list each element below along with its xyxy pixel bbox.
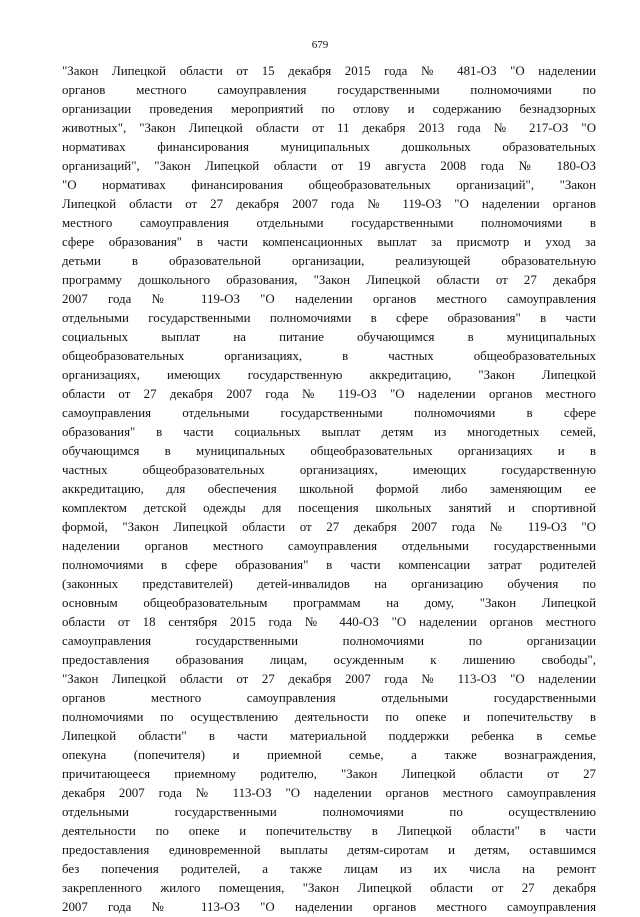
- text-line: 2007 года № 113-ОЗ "О наделении органов местного самоуправления: [62, 900, 596, 914]
- text-line: самоуправления отдельными государственными полномочиями в сфере: [62, 406, 596, 420]
- text-line: предоставления образования лицам, осужденным к лишению свободы",: [62, 653, 596, 667]
- text-line: частных общеобразовательных организациях, имеющих государственную: [62, 463, 596, 477]
- text-line: "О нормативах финансирования общеобразовательных организаций", "Закон: [62, 178, 596, 192]
- text-line: сфере образования" в части компенсационных выплат за присмотр и уход за: [62, 235, 596, 249]
- text-line: Липецкой области" в части материальной поддержки ребенка в семье: [62, 729, 596, 743]
- text-line: отдельными государственными полномочиями по осуществлению: [62, 805, 596, 819]
- text-line: организации проведения мероприятий по отлову и содержанию безнадзорных: [62, 102, 596, 116]
- text-line: (законных представителей) детей-инвалидов на организацию обучения по: [62, 577, 596, 591]
- page-number: 679: [311, 39, 329, 51]
- text-line: местного самоуправления отдельными государственными полномочиями в: [62, 216, 596, 230]
- text-line: "Закон Липецкой области от 15 декабря 2015 года № 481-ОЗ "О наделении: [62, 64, 596, 78]
- text-line: комплектом детской одежды для посещения школьных занятий и спортивной: [62, 501, 596, 515]
- text-line: без попечения родителей, а также лицам из их числа на ремонт: [62, 862, 596, 876]
- text-line: образования" в части социальных выплат детям из многодетных семей,: [62, 425, 596, 439]
- text-line: животных", "Закон Липецкой области от 11 декабря 2013 года № 217-ОЗ "О: [62, 121, 596, 135]
- text-line: самоуправления государственными полномочиями по организации: [62, 634, 596, 648]
- text-line: полномочиями по осуществлению деятельности по опеке и попечительству в: [62, 710, 596, 724]
- text-line: полномочиями в сфере образования" в части компенсации затрат родителей: [62, 558, 596, 572]
- text-line: нормативах финансирования муниципальных дошкольных образовательных: [62, 140, 596, 154]
- text-line: детьми в образовательной организации, реализующей образовательную: [62, 254, 596, 268]
- text-line: предоставления единовременной выплаты детям-сиротам и детям, оставшимся: [62, 843, 596, 857]
- text-line: основным общеобразовательным программам на дому, "Закон Липецкой: [62, 596, 596, 610]
- text-line: опекуна (попечителя) и приемной семье, а также вознаграждения,: [62, 748, 596, 762]
- text-line: органов местного самоуправления государственными полномочиями по: [62, 83, 596, 97]
- text-line: аккредитацию, для обеспечения школьной формой либо заменяющим ее: [62, 482, 596, 496]
- text-line: декабря 2007 года № 113-ОЗ "О наделении органов местного самоуправления: [62, 786, 596, 800]
- text-line: Липецкой области от 27 декабря 2007 года № 119-ОЗ "О наделении органов: [62, 197, 596, 211]
- text-line: организациях, имеющих государственную аккредитацию, "Закон Липецкой: [62, 368, 596, 382]
- text-line: 2007 года № 119-ОЗ "О наделении органов местного самоуправления: [62, 292, 596, 306]
- text-line: отдельными государственными полномочиями в сфере образования" в части: [62, 311, 596, 325]
- text-line: органов местного самоуправления отдельными государственными: [62, 691, 596, 705]
- text-line: социальных выплат на питание обучающимся в муниципальных: [62, 330, 596, 344]
- text-line: наделении органов местного самоуправления отдельными государственными: [62, 539, 596, 553]
- text-line: программу дошкольного образования, "Закон Липецкой области от 27 декабря: [62, 273, 596, 287]
- text-line: обучающимся в муниципальных общеобразовательных организациях и в: [62, 444, 596, 458]
- text-line: закрепленного жилого помещения, "Закон Липецкой области от 27 декабря: [62, 881, 596, 895]
- text-line: области от 18 сентября 2015 года № 440-ОЗ "О наделении органов местного: [62, 615, 596, 629]
- body-text: [62, 62, 596, 917]
- text-line: "Закон Липецкой области от 27 декабря 2007 года № 113-ОЗ "О наделении: [62, 672, 596, 686]
- text-line: организаций", "Закон Липецкой области от 19 августа 2008 года № 180-ОЗ: [62, 159, 596, 173]
- text-line: общеобразовательных организациях, в частных общеобразовательных: [62, 349, 596, 363]
- text-line: деятельности по опеке и попечительству в Липецкой области" в части: [62, 824, 596, 838]
- text-line: формой, "Закон Липецкой области от 27 декабря 2007 года № 119-ОЗ "О: [62, 520, 596, 534]
- text-line: области от 27 декабря 2007 года № 119-ОЗ "О наделении органов местного: [62, 387, 596, 401]
- text-line: причитающееся приемному родителю, "Закон Липецкой области от 27: [62, 767, 596, 781]
